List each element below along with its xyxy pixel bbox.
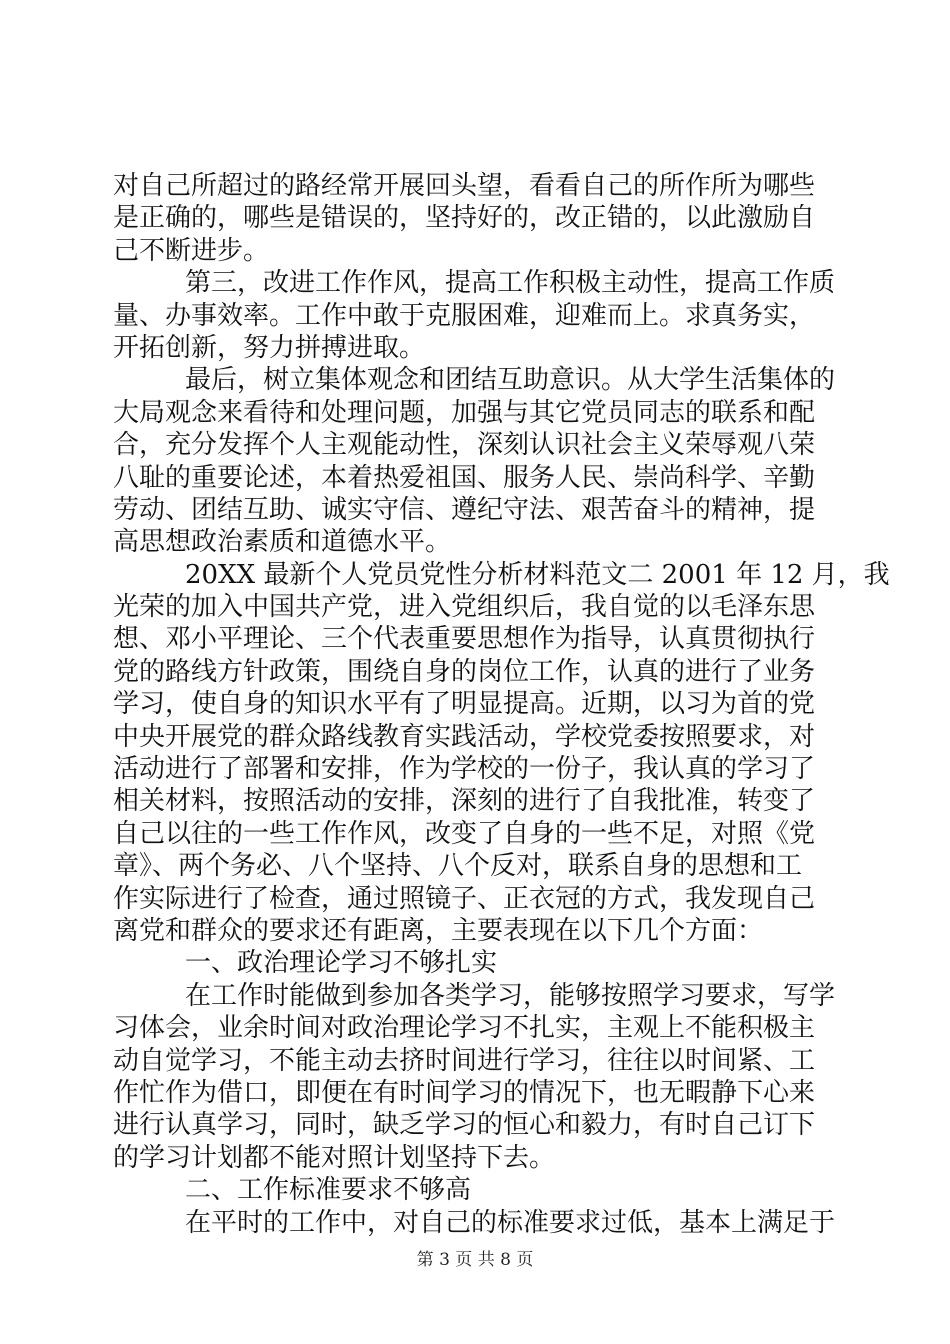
text-line: 进行认真学习，同时，缺乏学习的恒心和毅力，有时自己订下 (113, 1110, 816, 1141)
text-line: 活动进行了部署和安排，作为学校的一份子，我认真的学习了 (113, 754, 816, 785)
text-line: 合，充分发挥个人主观能动性，深刻认识社会主义荣辱观八荣 (113, 430, 816, 461)
text-line: 作实际进行了检查，通过照镜子、正衣冠的方式，我发现自己 (113, 883, 816, 914)
text-line: 开拓创新，努力拼搏进取。 (113, 332, 426, 363)
text-line: 光荣的加入中国共产党，进入党组织后，我自觉的以毛泽东思 (113, 592, 816, 623)
document-body (113, 170, 890, 1239)
text-line: 二、工作标准要求不够高 (185, 1175, 472, 1206)
text-line: 作忙作为借口，即便在有时间学习的情况下，也无暇静下心来 (113, 1077, 816, 1108)
text-line: 八耻的重要论述，本着热爱祖国、服务人民、崇尚科学、辛勤 (113, 462, 816, 493)
text-line: 最后，树立集体观念和团结互助意识。从大学生活集体的 (185, 365, 836, 396)
text-line: 习体会，业余时间对政治理论学习不扎实，主观上不能积极主 (113, 1013, 816, 1044)
page-footer: 第 3 页 共 8 页 (416, 1250, 534, 1270)
text-line: 自己以往的一些工作作风，改变了自身的一些不足，对照《党 (113, 818, 816, 849)
text-line: 学习，使自身的知识水平有了明显提高。近期，以习为首的党 (113, 689, 816, 720)
text-line: 中央开展党的群众路线教育实践活动，学校党委按照要求，对 (113, 721, 816, 752)
text-line: 对自己所超过的路经常开展回头望，看看自己的所作所为哪些 (113, 171, 816, 201)
text-line: 动自觉学习，不能主动去挤时间进行学习，往往以时间紧、工 (113, 1045, 816, 1076)
text-line: 想、邓小平理论、三个代表重要思想作为指导，认真贯彻执行 (113, 624, 816, 655)
text-line: 20XX 最新个人党员党性分析材料范文二 2001 年 12 月，我 (185, 559, 890, 590)
text-line: 相关材料，按照活动的安排，深刻的进行了自我批准，转变了 (113, 786, 816, 817)
text-line: 己不断进步。 (113, 235, 270, 266)
text-line: 党的路线方针政策，围绕自身的岗位工作，认真的进行了业务 (113, 656, 816, 687)
text-line: 在平时的工作中，对自己的标准要求过低，基本上满足于 (185, 1207, 836, 1238)
text-line: 第三，改进工作作风，提高工作积极主动性，提高工作质 (185, 268, 836, 299)
text-line: 离党和群众的要求还有距离，主要表现在以下几个方面： (113, 915, 764, 946)
text-line: 劳动、团结互助、诚实守信、遵纪守法、艰苦奋斗的精神，提 (113, 494, 816, 525)
text-line: 量、办事效率。工作中敢于克服困难，迎难而上。求真务实， (113, 300, 816, 331)
text-line: 章》、两个务必、八个坚持、八个反对，联系自身的思想和工 (113, 851, 803, 882)
text-line: 大局观念来看待和处理问题，加强与其它党员同志的联系和配 (113, 397, 816, 428)
text-line: 在工作时能做到参加各类学习，能够按照学习要求，写学 (185, 980, 836, 1011)
text-line: 是正确的，哪些是错误的，坚持好的，改正错的，以此激励自 (113, 203, 816, 234)
text-line: 的学习计划都不能对照计划坚持下去。 (113, 1142, 556, 1173)
text-line: 高思想政治素质和道德水平。 (113, 527, 452, 558)
text-line: 一、政治理论学习不够扎实 (185, 948, 498, 979)
